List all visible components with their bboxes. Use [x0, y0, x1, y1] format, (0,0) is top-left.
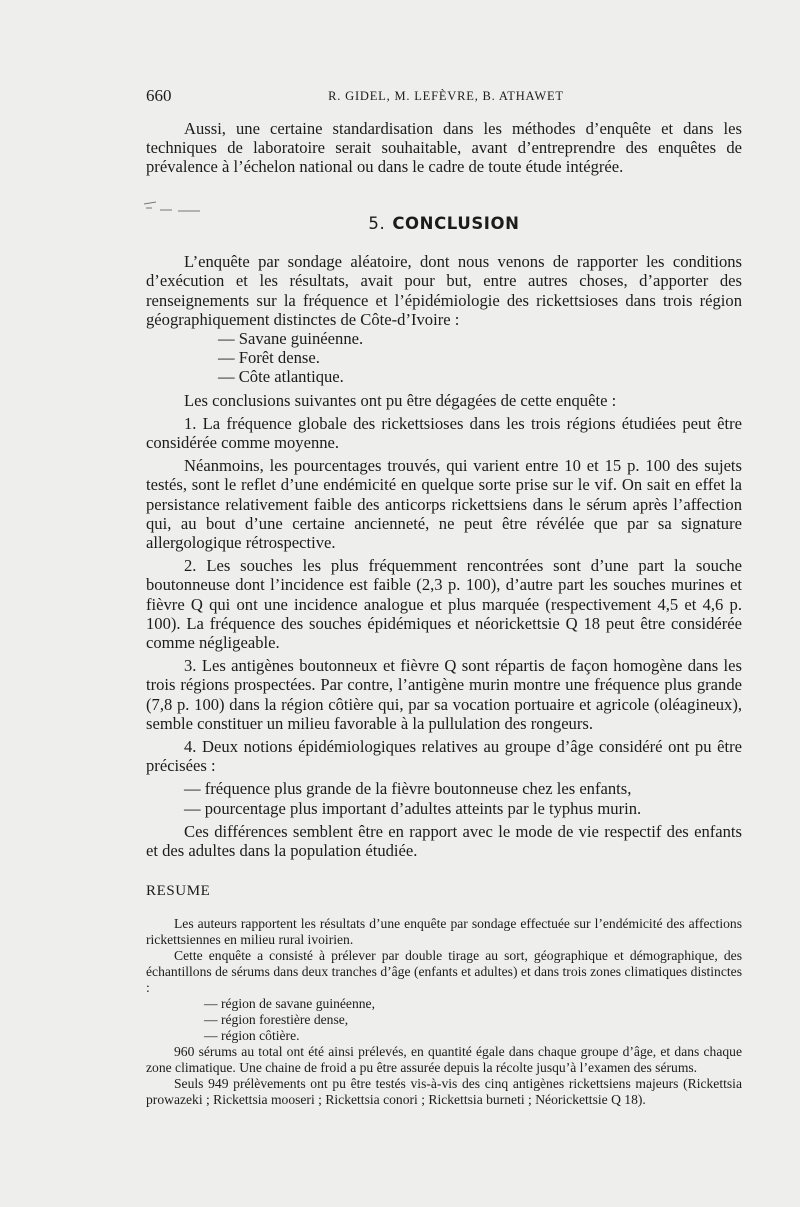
running-head: R. GIDEL, M. LEFÈVRE, B. ATHAWET — [328, 89, 564, 103]
region-item: — Côte atlantique. — [218, 367, 344, 387]
region-item: — Savane guinéenne. — [218, 329, 364, 349]
age-group-list — [146, 779, 742, 817]
conclusion-paragraph-intro: L’enquête par sondage aléatoire, dont nous venons de rapporter les conditions d’exécution et les résultats, avait pour but, entre autres choses, d’apporter des renseignements sur la fréquence et l’épidémiologie des rickettsioses dans trois région géographiquement distinctes de Côte-d’Ivoire : — [146, 252, 742, 329]
intro-paragraph: Aussi, une certaine standardisation dans les méthodes d’enquête et dans les techniques de laboratoire serait souhaitable, avant d’entreprendre des enquêtes de prévalence à l’échelon national ou dans le cadre de toute étude intégrée. — [146, 119, 742, 177]
region-item: — Forêt dense. — [218, 348, 320, 368]
conclusion-1-detail: Néanmoins, les pourcentages trouvés, qui varient entre 10 et 15 p. 100 des sujets testés, sont le reflet d’une endémicité en quelque sorte prise sur le vif. On sait en effet la persistance relativement faible des anticorps rickettsiens dans le sérum après l’affection qui, au bout d’une certaine ancienneté, ne peut être révélée que par sa signature allergologique rétrospective. — [146, 456, 742, 553]
conclusions-lead: Les conclusions suivantes ont pu être dégagées de cette enquête : — [184, 390, 617, 410]
conclusion-section — [146, 192, 742, 1108]
page-header — [146, 86, 746, 110]
conclusion-1: 1. La fréquence globale des rickettsioses dans les trois régions étudiées peut être considérée comme moyenne. — [146, 413, 742, 453]
zone-list — [146, 996, 742, 1044]
age-group-item: — fréquence plus grande de la fièvre boutonneuse chez les enfants, — [184, 779, 632, 799]
section-title: CONCLUSION — [392, 214, 520, 233]
resume-paragraph-1: Les auteurs rapportent les résultats d’une enquête par sondage effectuée sur l’endémicité des affections rickettsiennes en milieu rural ivoirien. — [146, 915, 742, 947]
section-number: 5. — [368, 214, 386, 233]
conclusion-2: 2. Les souches les plus fréquemment rencontrées sont d’une part la souche boutonneuse dont l’incidence est faible (2,3 p. 100), d’autre part les souches murines et fièvre Q qui ont une incidence analogue et plus marquée (respectivement 4,5 et 4,6 p. 100). La fréquence des souches épidémiques et néorickettsie Q 18 peut être considérée comme négligeable. — [146, 556, 742, 653]
zone-item: — région de savane guinéenne, — [204, 995, 375, 1011]
resume-paragraph-4: Seuls 949 prélèvements ont pu être testés vis-à-vis des cinq antigènes rickettsiens majeurs (Rickettsia prowazeki ; Rickettsia mooseri ; Rickettsia conori ; Rickettsia burneti ; Néorickettsie Q 18). — [146, 1075, 742, 1107]
age-group-item: — pourcentage plus important d’adultes atteints par le typhus murin. — [184, 798, 642, 818]
conclusion-4: 4. Deux notions épidémiologiques relatives au groupe d’âge considéré ont pu être précisées : — [146, 737, 742, 776]
resume-block — [146, 916, 742, 1108]
conclusion-final: Ces différences semblent être en rapport avec le mode de vie respectif des enfants et des adultes dans la population étudiée. — [146, 821, 742, 861]
page-number: 660 — [146, 86, 172, 105]
zone-item: — région côtière. — [204, 1027, 300, 1043]
conclusion-3: 3. Les antigènes boutonneux et fièvre Q sont répartis de façon homogène dans les trois régions prospectées. Par contre, l’antigène murin montre une fréquence plus grande (7,8 p. 100) dans la région côtière qui, par sa vocation portuaire et agricole (oléagineux), semble constituer un milieu favorable à la pullulation des rongeurs. — [146, 656, 742, 733]
section-heading — [146, 214, 742, 233]
resume-title: RESUME — [146, 883, 211, 900]
resume-paragraph-2: Cette enquête a consisté à prélever par double tirage au sort, géographique et démographique, des échantillons de sérums dans deux tranches d’âge (enfants et adultes) et dans trois zones climatiques distinctes : — [146, 947, 742, 995]
zone-item: — région forestière dense, — [204, 1011, 349, 1027]
resume-paragraph-3: 960 sérums au total ont été ainsi prélevés, en quantité égale dans chaque groupe d’âge, et dans chaque zone climatique. Une chaine de froid a pu être assurée depuis la récolte jusqu’à l’examen des sérums. — [146, 1043, 742, 1075]
region-list — [146, 329, 742, 387]
intro-block — [146, 119, 742, 177]
